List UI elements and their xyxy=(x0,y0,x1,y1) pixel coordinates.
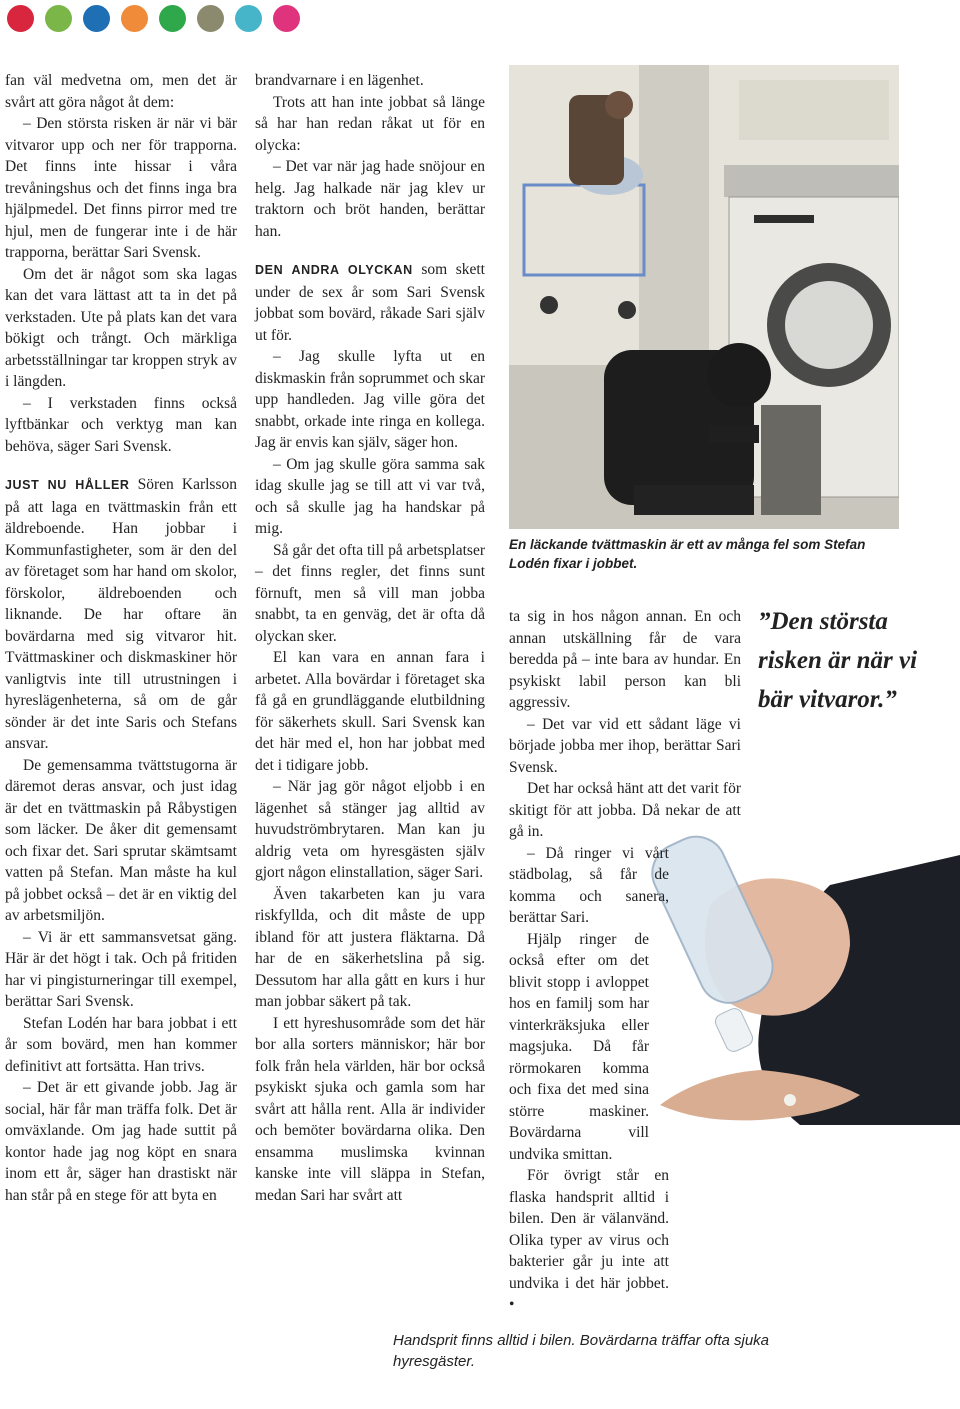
paragraph: brandvarnare i en lägenhet. xyxy=(255,72,424,89)
paragraph: För övrigt står en flaska handsprit alltid i bilen. Den är välanvänd. Olika typer av virus och bakterier går ju inte att undvika i det här jobbet. • xyxy=(509,1167,669,1313)
paragraph: Så går det ofta till på arbetsplatser – det finns regler, det finns sunt förnuft, men så vill man jobba snabbt, ta en genväg, det är ofta då olyckan sker. xyxy=(255,541,485,645)
color-dot xyxy=(235,5,262,32)
article-column-1 xyxy=(5,70,237,1206)
color-dot xyxy=(121,5,148,32)
paragraph: – Den största risken är när vi bär vitvaror upp och ner för trapporna. Det finns inte hissar i våra trevåningshus och det finns inga bra hjälpmedel. Det finns pirror med tre hjul, men de fungerar inte i de här trapporna, berättar Sari Svensk. xyxy=(5,115,237,261)
color-dot xyxy=(273,5,300,32)
paragraph: I ett hyreshusområde som det här bor alla sorters människor; här bor folk från hela världen, här bor också psykiskt sjuka och gamla som har svårt att hålla rent. Alla är individer och bemöter bovärdarna olika. Den ensamma muslimska kvinnan kanske inte vill släppa in Stefan, medan Sari har svårt att xyxy=(255,1014,485,1204)
paragraph: fan väl medvetna om, men det är svårt att göra något åt dem: xyxy=(5,72,237,111)
article-column-2 xyxy=(255,70,485,1206)
paragraph xyxy=(255,259,485,346)
lead-in: DEN ANDRA OLYCKAN xyxy=(255,263,413,277)
paragraph: – I verkstaden finns också lyftbänkar och verktyg man kan behöva, säger Sari Svensk. xyxy=(5,394,237,455)
paragraph: Det har också hänt att det varit för skitigt för att jobba. Då nekar de att gå in. xyxy=(509,780,741,840)
laundry-room-photo xyxy=(509,65,899,529)
paragraph: Även takarbeten kan ju vara riskfyllda, och dit måste de upp ibland för att justera fläktarna. Då har de en säkerhetslina på sig. Dessutom har alla gått en kurs i hur man jobbar säkert på tak. xyxy=(255,885,485,1010)
color-dot xyxy=(45,5,72,32)
paragraph: Hjälp ringer de också efter om det blivit stopp i avloppet hos en familj som har vinterkräksjuka eller magsjuka. Då får rörmokaren komma och fixa det med sina större maskiner. Bovärdarna vill undvika smittan. xyxy=(509,930,649,1163)
paragraph: El kan vara en annan fara i arbetet. Alla bovärdar i företaget ska få gå en grundläggande elutbildning för säkerhets skull. Sari Svensk kan det här med el, hon har jobbat med det i tidigare jobb. xyxy=(255,649,485,774)
paragraph-body: som skett under de sex år som Sari Svensk jobbat som bovärd, råkade Sari själv ut för. xyxy=(255,261,485,344)
color-dot xyxy=(197,5,224,32)
color-dot xyxy=(7,5,34,32)
paragraph xyxy=(5,474,237,755)
laundry-room-illustration xyxy=(509,65,899,529)
paragraph: Om det är något som ska lagas kan det vara lättast att ta in det på verkstaden. Ute på plats kan det vara bökigt och trångt. Och märkliga arbetsställningar tar kroppen stryk av i längden. xyxy=(5,265,237,390)
paragraph: – Det var vid ett sådant läge vi började jobba mer ihop, berättar Sari Svensk. xyxy=(509,715,741,776)
paragraph: ta sig in hos någon annan. En och annan utskällning får de vara beredda på – inte bara av hundar. En psykiskt labil person kan bli aggressiv. xyxy=(509,608,741,711)
photo-caption: En läckande tvättmaskin är ett av många fel som Stefan Lodén fixar i jobbet. xyxy=(509,537,866,571)
paragraph: De gemensamma tvättstugorna är däremot deras ansvar, och just idag är det en tvättmaskin på Råbystigen som läcker. De åker dit gemensamt och fixar det. Sari sprutar skämtsamt vatten på Stefan. Man måste ha kul på jobbet också – det är en viktig del av arbetsmiljön. xyxy=(5,756,237,924)
paragraph: – Vi är ett sammansvetsat gäng. Här är det högt i tak. Och på fritiden har vi pingisturneringar till exempel, berättar Sari Svensk. xyxy=(5,928,237,1010)
paragraph: – Det är ett givande jobb. Jag är social, här får man träffa folk. Det är omväxlande. Om jag hade suttit på kontor hade jag nog köpt en snara inom ett år, säger han drastiskt när han står på en stege för att byta en xyxy=(5,1079,237,1204)
article-column-3 xyxy=(509,606,741,1316)
paragraph: – Om jag skulle göra samma sak idag skulle jag se till att vi var två, och så skulle jag ha handskar på mig. xyxy=(255,455,485,537)
paragraph: – Då ringer vi vårt städbolag, så får de komma och sanera, berättar Sari. xyxy=(509,844,669,926)
paragraph: Trots att han inte jobbat så länge så har han redan råkat ut för en olycka: xyxy=(255,93,485,154)
lead-in: JUST NU HÅLLER xyxy=(5,478,130,492)
pull-quote: ”Den största risken är när vi bär vitvaror.” xyxy=(758,608,918,713)
color-dots xyxy=(7,5,300,32)
paragraph: Stefan Lodén har bara jobbat i ett år som bovärd, men han kommer definitivt att fortsätta. Han trivs. xyxy=(5,1014,237,1075)
paragraph: – Det var när jag hade snöjour en helg. Jag halkade när jag klev ur traktorn och bröt handen, berättar han. xyxy=(255,158,485,240)
color-dot xyxy=(159,5,186,32)
color-dot xyxy=(83,5,110,32)
paragraph: – Jag skulle lyfta ut en diskmaskin från soprummet och skar upp handleden. Jag ville göra det snabbt, orkade inte ringa en kollega. Jag är envis kan själv, säger hon. xyxy=(255,348,485,451)
photo-caption: Handsprit finns alltid i bilen. Bovärdarna träffar ofta sjuka hyresgäster. xyxy=(393,1332,770,1370)
paragraph: – När jag gör något eljobb i en lägenhet så stänger jag alltid av huvudströmbrytaren. Man kan ju aldrig veta om hyresgästen själv gjort någon elinstallation, säger Sari. xyxy=(255,778,485,881)
paragraph-body: Sören Karlsson på att laga en tvättmaskin från ett äldreboende. Han jobbar i Kommunfastigheter, som är den del av företaget som har hand om skolor, förskolor, äldreboenden och liknande. De har oftare än bovärdarna med sig vitvaror hit. Tvättmaskiner och diskmaskiner hör vanligtvis inte till utrustningen i hyreslägenheterna, så om de går sönder är det inte Saris och Stefans ansvar. xyxy=(5,476,237,752)
